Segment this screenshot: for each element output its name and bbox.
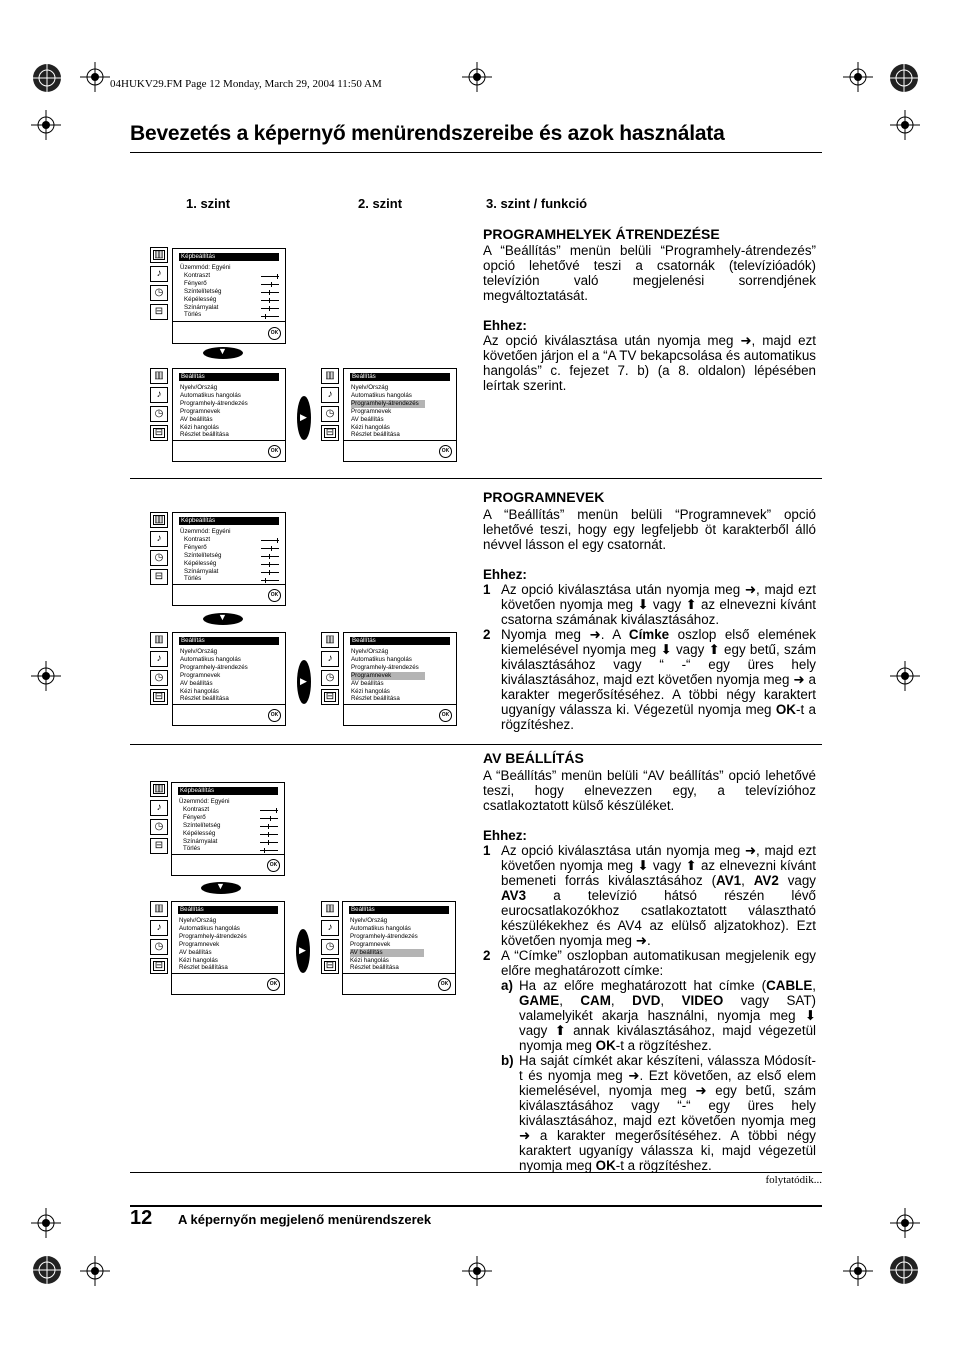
slider-icon [261, 284, 279, 285]
menu-item: Képélesség [183, 829, 216, 837]
menu-item: Részlet beállítása [180, 431, 229, 439]
menu-item: Fényerő [183, 813, 206, 821]
menu-item: Programhely-átrendezés [350, 932, 418, 940]
setup-menu-selected [342, 901, 456, 995]
setup-menu-selected [343, 368, 457, 462]
menu-icon-column [150, 632, 168, 708]
menu-footer [172, 854, 284, 875]
menu-item: Automatikus hangolás [351, 655, 412, 663]
menu-item: Képélesség [184, 559, 217, 567]
menu-item: AV beállítás [351, 679, 384, 687]
menu-item: Részlet beállítása [350, 964, 399, 972]
step-text [501, 627, 816, 732]
menu-item: Részlet beállítása [180, 695, 229, 703]
down-arrow-icon [203, 347, 243, 359]
menu-item: Programhely-átrendezés [351, 663, 419, 671]
text-run: Az opció kiválasztása után nyomja meg ➜, majd ezt követően nyomja meg ⬇ vagy ⬆ az elnevezni kívánt bemeneti forrás kiválasztásához ( [501, 843, 816, 888]
continued-note: folytatódik... [765, 1174, 822, 1186]
menu-item: Színtelítetség [184, 287, 222, 295]
menu-icon-column [150, 901, 168, 977]
menu-item: Fényerő [184, 543, 207, 551]
setup-menu-icon: ⊟ [321, 689, 339, 705]
text-run-bold: OK [595, 1038, 616, 1053]
sound-menu-icon: ♪ [150, 266, 168, 282]
crosshair-icon [80, 62, 110, 92]
ok-icon: OK [268, 709, 281, 722]
menu-item: Nyelv/Ország [180, 384, 218, 391]
title-rule [130, 152, 822, 153]
menu-item: Részlet beállítása [179, 964, 228, 972]
registration-mark-icon [888, 1254, 920, 1286]
slider-icon [261, 308, 279, 309]
menu-title: Beállítás [178, 906, 278, 914]
text-run: , [812, 978, 816, 993]
level-2-label: 2. szint [358, 196, 403, 211]
substep-text [519, 978, 816, 1053]
menu-item: Programnevek [179, 940, 220, 948]
menu-item: Nyelv/Ország [351, 384, 389, 391]
menu-item: Kézi hangolás [351, 687, 390, 695]
sound-menu-icon: ♪ [150, 387, 168, 403]
menu-title: Beállítás [179, 637, 279, 645]
menu-footer [172, 973, 284, 994]
text-run-bold: OK [775, 702, 796, 717]
menu-item-selected: AV beállítás [350, 949, 424, 957]
setup-menu [172, 632, 286, 726]
text-run: , [610, 993, 633, 1008]
picture-menu-icon: ▥ [150, 781, 168, 797]
menu-item: Nyelv/Ország [351, 648, 389, 655]
right-arrow-icon [297, 396, 311, 440]
crosshair-icon [843, 1256, 873, 1286]
menu-item: Kézi hangolás [179, 956, 218, 964]
sound-menu-icon: ♪ [321, 920, 339, 936]
setup-menu-icon: ⊟ [150, 689, 168, 705]
setup-menu-icon: ⊟ [150, 425, 168, 441]
menu-item: Nyelv/Ország [180, 648, 218, 655]
menu-icon-column [150, 368, 168, 444]
substep-label: a) [501, 978, 513, 993]
timer-menu-icon: ◷ [150, 406, 168, 422]
step [483, 582, 816, 627]
setup-menu [172, 368, 286, 462]
menu-item: Automatikus hangolás [180, 391, 241, 399]
menu-item: Részlet beállítása [351, 695, 400, 703]
section-rule [130, 744, 822, 745]
crosshair-icon [890, 1208, 920, 1238]
text-run-bold: CABLE [766, 978, 813, 993]
text-run: Ha az előre meghatározott hat címke ( [519, 978, 767, 993]
text-run: vagy SAT) valamelyikét akarja használni, nyomja meg ⬇ vagy ⬆ annak kiválasztásához, majd végezetül nyomja meg [519, 993, 816, 1053]
step-number: 2 [483, 627, 491, 642]
crosshair-icon [890, 661, 920, 691]
picture-menu-icon: ▥ [150, 632, 168, 648]
section-rule [130, 478, 822, 479]
sound-menu-icon: ♪ [150, 651, 168, 667]
text-run: , [559, 993, 581, 1008]
menu-item: Képélesség [184, 295, 217, 303]
level-3-label: 3. szint / funkció [486, 196, 588, 211]
substep-label: b) [501, 1053, 514, 1068]
sound-menu-icon: ♪ [150, 800, 168, 816]
timer-menu-icon: ◷ [150, 939, 168, 955]
menu-item: Kézi hangolás [180, 423, 219, 431]
menu-item: Színárnyalat [184, 567, 219, 575]
slider-icon [260, 818, 278, 819]
slider-icon [261, 548, 279, 549]
menu-item: Üzemmód: Egyéni [180, 528, 231, 535]
menu-footer [344, 704, 456, 725]
timer-menu-icon: ◷ [150, 819, 168, 835]
slider-icon [261, 316, 279, 317]
picture-menu-icon: ▥ [150, 512, 168, 528]
menu-item: Üzemmód: Egyéni [180, 264, 231, 271]
down-arrow-icon [203, 613, 243, 625]
slider-icon [261, 556, 279, 557]
ok-icon: OK [267, 859, 280, 872]
menu-title: Beállítás [349, 906, 449, 914]
text-run-bold: VIDEO [681, 993, 724, 1008]
menu-item: Részlet beállítása [351, 431, 400, 439]
picture-menu-footer [172, 322, 286, 344]
registration-mark-icon [888, 62, 920, 94]
text-run-bold: DVD [632, 993, 661, 1008]
menu-item: AV beállítás [351, 415, 384, 423]
slider-icon [260, 834, 278, 835]
text-run-bold: AV3 [501, 888, 527, 903]
section-body [483, 243, 816, 393]
text-run: Ha saját címkét akar készíteni, válassza Módosít-t és nyomja meg ➜. Ezt követően, az első elem kiemelésével, nyomja meg ➜ egy betű, szám kiválasztásához vagy “-“ egy üres hely kiválasztásához, majd ezt követően nyomja meg ➜ a karakter megerősítéséhez. A többi négy karaktert ugyanígy válassza ki, majd végezetül nyomja meg [519, 1053, 816, 1173]
slider-icon [260, 810, 278, 811]
page-title: Bevezetés a képernyő menürendszereibe és azok használata [130, 122, 725, 145]
menu-item-selected: Programhely-átrendezés [351, 400, 425, 408]
menu-item: Automatikus hangolás [350, 924, 411, 932]
ok-icon: OK [439, 709, 452, 722]
ehhez-label: Ehhez: [483, 318, 527, 333]
section-title: PROGRAMHELYEK ÁTRENDEZÉSE [483, 226, 720, 242]
setup-menu-icon: ⊟ [321, 425, 339, 441]
menu-item: AV beállítás [180, 679, 213, 687]
menu-item: Törlés [183, 845, 201, 853]
menu-item: Programnevek [180, 671, 221, 679]
text-run-bold: CAM [580, 993, 611, 1008]
menu-item: Programnevek [351, 407, 392, 415]
menu-item: Programhely-átrendezés [180, 663, 248, 671]
slider-icon [260, 850, 278, 851]
menu-item: Kézi hangolás [351, 423, 390, 431]
slider-icon [261, 276, 279, 277]
picture-menu [172, 248, 286, 322]
level-1-label: 1. szint [186, 196, 231, 211]
menu-icon-column [150, 512, 168, 588]
menu-title: Képbeállítás [179, 517, 279, 525]
picture-menu [171, 782, 285, 876]
text-run: -t a rögzítéshez. [615, 1158, 712, 1173]
step-text [501, 843, 816, 948]
text-run: oszlop első elemének kiemelésével nyomja meg ⬇ vagy ⬆ egy betű, szám kiválasztásához vagy “ -“ egy üres hely kiválasztásához, majd ezt követően nyomja meg ➜ a karakter megerősítéséhez. A többi négy karaktert ugyanígy válassza ki. Végezetül nyomja meg [501, 627, 816, 717]
setup-menu [171, 901, 285, 995]
step-text: A “Címke” oszlopban automatikusan megjelenik egy előre meghatározott címke: [501, 948, 816, 978]
menu-item: Programnevek [350, 940, 391, 948]
slider-icon [261, 292, 279, 293]
text-run: -t a rögzítéshez. [501, 702, 816, 732]
menu-item: Színárnyalat [184, 303, 219, 311]
menu-item: Programhely-átrendezés [180, 399, 248, 407]
section-body [483, 507, 816, 732]
section-body [483, 768, 816, 1173]
step [483, 627, 816, 732]
setup-menu-icon: ⊟ [150, 569, 168, 585]
text-run-bold: GAME [519, 993, 560, 1008]
picture-menu-icon: ▥ [150, 901, 168, 917]
picture-menu-icon: ▥ [150, 368, 168, 384]
substep [501, 978, 816, 1053]
menu-item: Kézi hangolás [350, 956, 389, 964]
menu-item: Automatikus hangolás [351, 391, 412, 399]
footer-rule [130, 1205, 822, 1207]
menu-footer [344, 440, 456, 461]
substep [501, 1053, 816, 1173]
menu-item: Üzemmód: Egyéni [179, 798, 230, 805]
menu-item-selected: Programnevek [351, 672, 425, 680]
menu-icon-column [321, 368, 339, 444]
menu-item: Törlés [184, 311, 202, 319]
text-run-bold: OK [595, 1158, 616, 1173]
slider-icon [261, 572, 279, 573]
ehhez-label: Ehhez: [483, 567, 527, 582]
section-intro: A “Beállítás” menün belüli “AV beállítás” opció lehetővé teszi, hogy elnevezzen egy, a televízióhoz csatlakoztatott külső készüléket. [483, 768, 816, 813]
page-number: 12 [130, 1207, 153, 1229]
timer-menu-icon: ◷ [150, 285, 168, 301]
menu-title: Képbeállítás [179, 253, 279, 261]
sound-menu-icon: ♪ [321, 651, 339, 667]
text-run: , [660, 993, 682, 1008]
text-run-bold: AV1 [716, 873, 742, 888]
section-intro: A “Beállítás” menün belüli “Programnevek” opció lehetővé teszi, hogy egy legfeljebb öt karakterből álló névvel lásson el egy csatornát. [483, 507, 816, 552]
registration-mark-icon [31, 62, 63, 94]
menu-item: Törlés [184, 575, 202, 583]
slider-icon [261, 540, 279, 541]
step-text: Az opció kiválasztása után nyomja meg ➜, majd ezt követően nyomja meg ⬇ vagy ⬆ az elnevezni kívánt csatorna számának kiválasztásához. [501, 582, 816, 627]
text-run-bold: AV2 [753, 873, 779, 888]
menu-item: AV beállítás [180, 415, 213, 423]
timer-menu-icon: ◷ [150, 670, 168, 686]
menu-item: Kézi hangolás [180, 687, 219, 695]
section-title: PROGRAMNEVEK [483, 489, 605, 505]
text-run: , [741, 873, 754, 888]
section-rule [130, 1172, 822, 1173]
right-arrow-icon [296, 929, 310, 973]
picture-menu [172, 512, 286, 606]
setup-menu-icon: ⊟ [150, 838, 168, 854]
menu-icon-column [150, 247, 168, 323]
substep-text [519, 1053, 816, 1173]
section-title: AV BEÁLLÍTÁS [483, 750, 584, 766]
sound-menu-icon: ♪ [150, 531, 168, 547]
picture-menu-icon: ▥ [321, 368, 339, 384]
menu-item: AV beállítás [179, 948, 212, 956]
instruction: Az opció kiválasztása után nyomja meg ➜, majd ezt követően járjon el a “A TV bekapcsolása és automatikus hangolás” c. fejezet 7. b) (a 8. oldalon) lépésében leírtak szerint. [483, 333, 816, 393]
menu-item: Színárnyalat [183, 837, 218, 845]
registration-mark-icon [31, 1254, 63, 1286]
menu-title: Beállítás [350, 637, 450, 645]
right-arrow-icon [297, 660, 311, 704]
text-run: a televízió hátsó részén lévő eurocsatlakozókhoz csatlakoztatott választható készülékekhez és AV4 az elülső aljzatokhoz). Ezt követően nyomja meg ➜. [501, 888, 816, 948]
slider-icon [260, 842, 278, 843]
ok-icon: OK [268, 327, 281, 340]
ok-icon: OK [268, 445, 281, 458]
crosshair-icon [890, 110, 920, 140]
timer-menu-icon: ◷ [150, 550, 168, 566]
timer-menu-icon: ◷ [321, 406, 339, 422]
menu-item: Kontraszt [184, 271, 211, 279]
picture-menu-icon: ▥ [321, 632, 339, 648]
ok-icon: OK [438, 978, 451, 991]
step [483, 843, 816, 948]
menu-item: Színtelítetség [184, 551, 222, 559]
crosshair-icon [31, 110, 61, 140]
footer-title: A képernyőn megjelenő menürendszerek [178, 1212, 432, 1227]
menu-footer [173, 440, 285, 461]
menu-item: Nyelv/Ország [179, 917, 217, 924]
text-run-bold: Címke [628, 627, 670, 642]
menu-item: Kontraszt [184, 535, 211, 543]
ok-icon: OK [267, 978, 280, 991]
slider-icon [260, 826, 278, 827]
step-number: 2 [483, 948, 491, 963]
setup-menu-icon: ⊟ [150, 304, 168, 320]
menu-title: Beállítás [350, 373, 450, 381]
ok-icon: OK [268, 589, 281, 602]
ehhez-label: Ehhez: [483, 828, 527, 843]
file-header: 04HUKV29.FM Page 12 Monday, March 29, 2004 11:50 AM [110, 78, 382, 90]
menu-item: Automatikus hangolás [180, 655, 241, 663]
menu-icon-column [321, 632, 339, 708]
picture-menu-icon: ▥ [321, 901, 339, 917]
section-intro: A “Beállítás” menün belüli “Programhely-átrendezés” opció lehetővé teszi a csatornák (televízióadók) televízión való megjelenési sorrendjének megváltoztatását. [483, 243, 816, 303]
menu-item: Fényerő [184, 279, 207, 287]
menu-item: Automatikus hangolás [179, 924, 240, 932]
crosshair-icon [462, 62, 492, 92]
menu-item: Programhely-átrendezés [179, 932, 247, 940]
down-arrow-icon [201, 882, 241, 894]
menu-title: Beállítás [179, 373, 279, 381]
crosshair-icon [80, 1256, 110, 1286]
timer-menu-icon: ◷ [321, 670, 339, 686]
step-number: 1 [483, 582, 491, 597]
setup-menu-icon: ⊟ [321, 958, 339, 974]
picture-menu-icon: ▥ [150, 247, 168, 263]
menu-footer [343, 973, 455, 994]
setup-menu-selected [343, 632, 457, 726]
menu-item: Programnevek [180, 407, 221, 415]
menu-footer [173, 704, 285, 725]
sound-menu-icon: ♪ [321, 387, 339, 403]
crosshair-icon [843, 62, 873, 92]
setup-menu-icon: ⊟ [150, 958, 168, 974]
menu-item: Nyelv/Ország [350, 917, 388, 924]
menu-icon-column [321, 901, 339, 977]
timer-menu-icon: ◷ [321, 939, 339, 955]
slider-icon [261, 300, 279, 301]
step [483, 948, 816, 978]
sound-menu-icon: ♪ [150, 920, 168, 936]
step-number: 1 [483, 843, 491, 858]
crosshair-icon [462, 1256, 492, 1286]
menu-title: Képbeállítás [178, 787, 278, 795]
text-run: Nyomja meg ➜. A [501, 627, 629, 642]
menu-item: Kontraszt [183, 805, 210, 813]
crosshair-icon [31, 661, 61, 691]
slider-icon [261, 580, 279, 581]
ok-icon: OK [439, 445, 452, 458]
menu-footer [173, 584, 285, 605]
crosshair-icon [31, 1208, 61, 1238]
menu-icon-column [150, 781, 168, 857]
slider-icon [261, 564, 279, 565]
menu-item: Színtelítetség [183, 821, 221, 829]
text-run: vagy [778, 873, 816, 888]
text-run: -t a rögzítéshez. [615, 1038, 712, 1053]
